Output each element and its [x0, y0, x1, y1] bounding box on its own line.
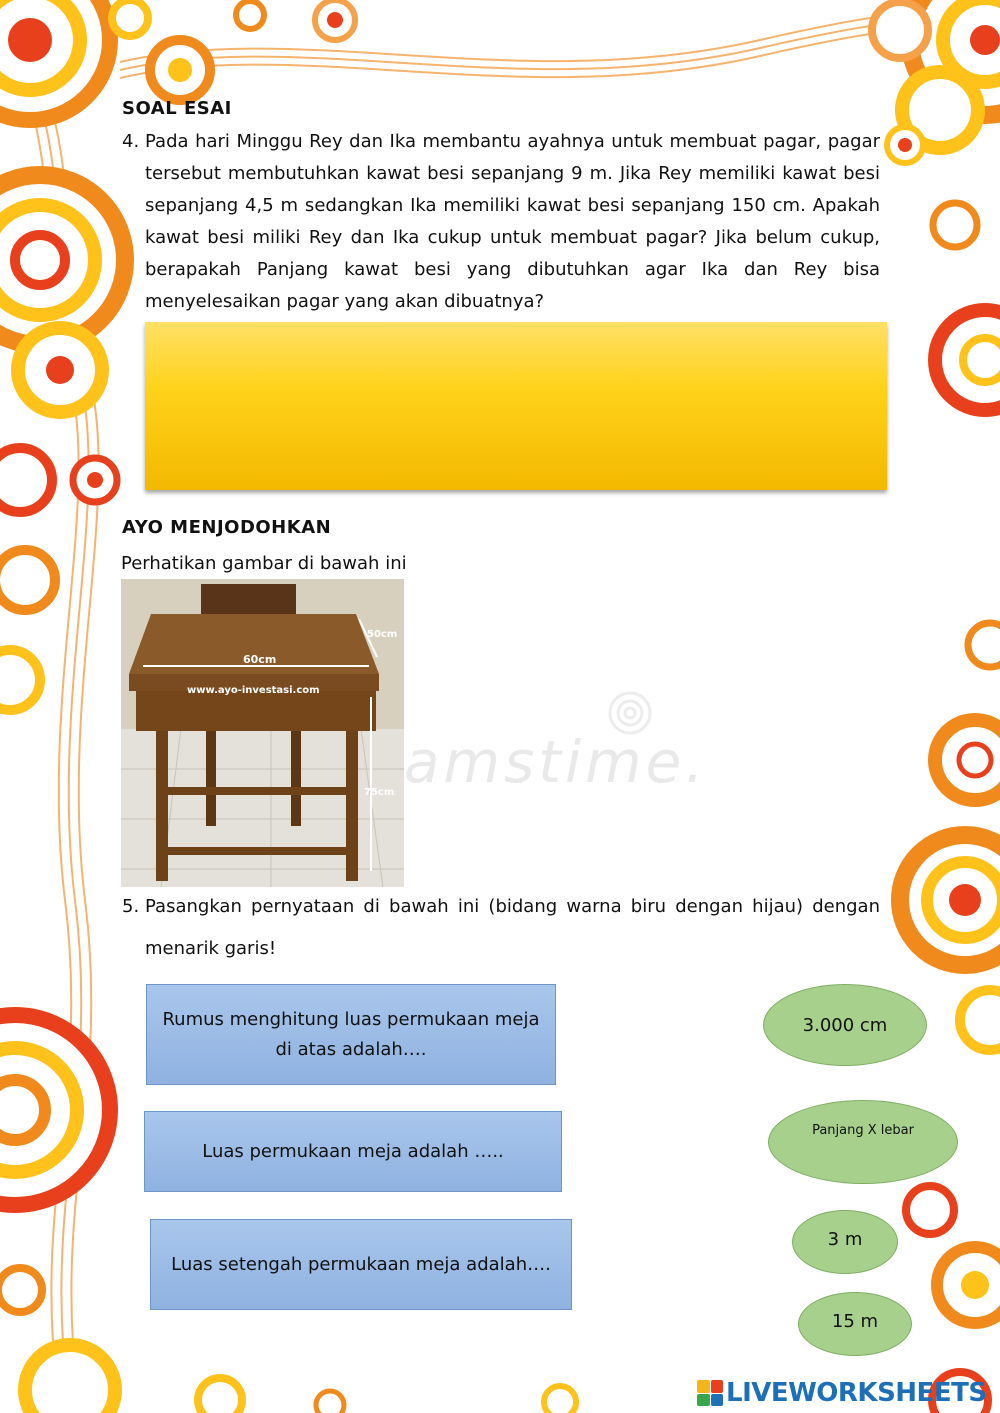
watermark-spiral-icon	[605, 688, 655, 738]
photo-site-label: www.ayo-investasi.com	[187, 685, 320, 696]
bottom-circles	[198, 1378, 576, 1413]
right-circles	[872, 0, 1000, 1413]
essay-heading: SOAL ESAI	[122, 98, 232, 119]
logo-badge-icon	[697, 1380, 723, 1406]
answer-input-box[interactable]	[145, 322, 887, 490]
photo-label-depth: 50cm	[367, 629, 398, 640]
answer-oval-1[interactable]: 3.000 cm	[763, 984, 927, 1066]
answer-oval-4[interactable]: 15 m	[798, 1292, 912, 1356]
question-4-number: 4.	[122, 131, 140, 152]
match-heading: AYO MENJODOHKAN	[122, 517, 332, 538]
photo-label-width: 60cm	[243, 653, 277, 666]
match-instruction: Perhatikan gambar di bawah ini	[121, 553, 407, 574]
desk-photo	[121, 579, 404, 887]
desk-illustration	[121, 579, 404, 887]
question-4	[122, 126, 880, 318]
statement-box-2[interactable]: Luas permukaan meja adalah …..	[144, 1111, 562, 1192]
question-4-text: Pada hari Minggu Rey dan Ika membantu ayahnya untuk membuat pagar, pagar tersebut membutuhkan kawat besi sepanjang 9 m. Jika Rey memiliki kawat besi sepanjang 4,5 m sedangkan Ika memiliki kawat besi sepanjang 150 cm. Apakah kawat besi miliki Rey dan Ika cukup untuk membuat pagar? Jika belum cukup, berapakah Panjang kawat besi yang dibutuhkan agar Ika dan Rey bisa menyelesaikan pagar yang akan dibuatnya?	[145, 131, 880, 312]
answer-oval-3[interactable]: 3 m	[792, 1210, 898, 1274]
statement-box-1[interactable]: Rumus menghitung luas permukaan meja di atas adalah….	[146, 984, 556, 1085]
photo-label-height: 75cm	[364, 787, 395, 798]
logo-text: LIVEWORKSHEETS	[726, 1378, 987, 1408]
question-5-line2: menarik garis!	[145, 938, 277, 959]
question-5	[122, 893, 880, 963]
question-5-number: 5.	[122, 896, 140, 917]
question-5-line1: Pasangkan pernyataan di bawah ini (bidang warna biru dengan hijau) dengan	[145, 896, 880, 917]
liveworksheets-logo	[697, 1378, 987, 1408]
statement-box-3[interactable]: Luas setengah permukaan meja adalah….	[150, 1219, 572, 1310]
stock-watermark: amstime.	[404, 728, 708, 796]
answer-oval-2[interactable]: Panjang X lebar	[768, 1100, 958, 1184]
